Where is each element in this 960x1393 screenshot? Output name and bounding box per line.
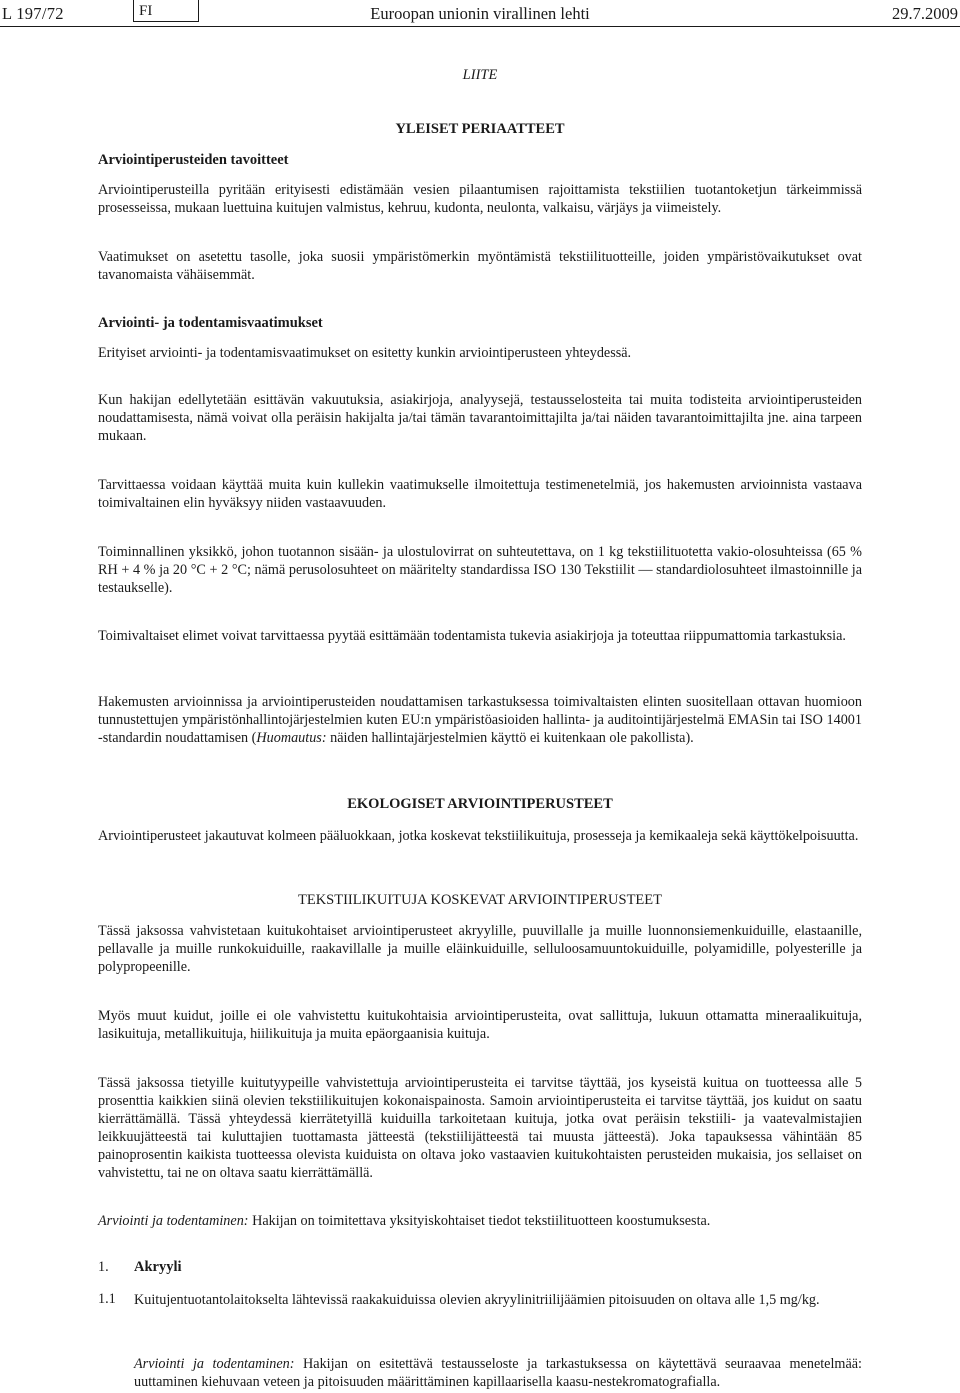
paragraph: Arviointiperusteilla pyritään erityisesti edistämään vesien pilaantumisen rajoittamista tekstiilien tuotantoketjun tärkeimmissä prosesseissa, mukaan luettuina kuitujen valmistus, kehruu, kudonta, neulonta, valkaisu, värjäys ja viimeistely.	[98, 182, 862, 216]
paragraph: Vaatimukset on asetettu tasolle, joka suosii ympäristömerkin myöntämistä tekstiilituotteille, joiden ympäristövaikutukset ovat tavanomaista vähäisemmät.	[98, 249, 862, 283]
publication-date: 29.7.2009	[892, 4, 958, 23]
paragraph: Tarvittaessa voidaan käyttää muita kuin kullekin vaatimukselle ilmoitettuja testimenetelmiä, jos hakemusten arvioinnista vastaava toimivaltainen elin hyväksyy niiden vastaavuuden.	[98, 477, 862, 511]
header-rule	[0, 26, 960, 27]
item-number: 1.1	[98, 1291, 116, 1307]
journal-title: Euroopan unionin virallinen lehti	[370, 4, 590, 23]
paragraph: Tässä jaksossa tietyille kuitutyypeille vahvistettuja arviointiperusteita ei tarvitse täyttää, jos kyseistä kuitua on tuotteessa alle 5 prosenttia kaikkien siinä olevien tekstiilikuitujen kokonaispainosta. Samoin arviointiperusteita ei tarvitse täyttää, jos kuidut on saatu kierrättämällä. Tässä yhteydessä kierrätetyillä kuiduilla tarkoitetaan kuituja, jotka ovat peräisin tekstiili- ja vaatevalmistajien leikkuujätteestä tai kuluttajien tuottamasta jätteestä (tekstiilijätteestä tai muusta jätteestä). Joka tapauksessa vähintään 85 painoprosentin kaikista tuotteessa olevista kuiduista on oltava joko vastaavien kuitukohtaisten perusteiden mukaisia, jos sellaiset on vahvistettu, tai ne on oltava saatu kierrättämällä.	[98, 1075, 862, 1181]
paragraph	[98, 693, 862, 747]
assessment-label: Arviointi ja todentaminen:	[98, 1213, 249, 1229]
paragraph: Arviointiperusteet jakautuvat kolmeen pääluokkaan, jotka koskevat tekstiilikuituja, prosesseja ja kemikaaleja sekä käyttökelpoisuutta.	[98, 828, 859, 844]
annex-label: LIITE	[462, 67, 498, 83]
paragraph-text: Hakemusten arvioinnissa ja arviointiperusteiden noudattamisen tarkastuksessa toimivaltaisten elinten suositellaan ottavan huomioon tunnustettujen ympäristönhallintojärjestelmien kuten EU:n ympäristöasioiden hallinta- ja auditointijärjestelmä EMASin tai ISO 14001 -standardin noudattamisen (	[98, 694, 862, 746]
page-header	[0, 0, 960, 28]
paragraph-text: Hakijan on esitettävä testausseloste ja tarkastuksessa on käytettävä seuraavaa menetelmää: uuttaminen kiehuvaan veteen ja pitoisuuden määrittäminen kapillaarisella kaasu-nestekromatografialla.	[134, 1356, 862, 1390]
section-number: 1.	[98, 1259, 109, 1275]
section-heading-assessment: Arviointi- ja todentamisvaatimukset	[98, 315, 323, 331]
section-heading-acrylic: Akryyli	[134, 1259, 182, 1275]
paragraph: Toiminnallinen yksikkö, johon tuotannon sisään- ja ulostulovirrat on suhteutettava, on 1 kg tekstiilituotetta vakio-olosuhteissa (65 % RH + 4 % ja 20 °C + 2 °C; nämä perusolosuhteet on määritelty standardissa ISO 130 Tekstiilit — standardiolosuhteet ilmastoinnille ja testaukselle).	[98, 544, 862, 596]
language-tag: FI	[133, 0, 199, 22]
journal-reference: L 197/72	[2, 4, 64, 23]
note-label: Huomautus:	[256, 730, 327, 746]
paragraph: Erityiset arviointi- ja todentamisvaatimukset on esitetty kunkin arviointiperusteen yhteydessä.	[98, 345, 632, 361]
assessment-label: Arviointi ja todentaminen:	[134, 1356, 295, 1372]
main-title: YLEISET PERIAATTEET	[395, 121, 565, 137]
item-text: Kuitujentuotantolaitokselta lähtevissä raakakuiduissa olevien akryylinitriilijäämien pitoisuuden on oltava alle 1,5 mg/kg.	[134, 1292, 820, 1308]
paragraph: Tässä jaksossa vahvistetaan kuitukohtaiset arviointiperusteet akryylille, puuvillalle ja muille luonnonsiemenkuiduille, elastaanille, pellavalle ja muille runkokuiduille, raakavillalle ja muille eläinkuiduille, selluloosamuuntokuiduille, polyamidille, polyesterille ja polypropeenille.	[98, 923, 862, 975]
paragraph	[98, 1212, 862, 1230]
section-heading-fibres: TEKSTIILIKUITUJA KOSKEVAT ARVIOINTIPERUSTEET	[297, 892, 662, 908]
paragraph: Toimivaltaiset elimet voivat tarvittaessa pyytää esittämään todentamista tukevia asiakirjoja ja toteuttaa riippumattomia tarkastuksia.	[98, 628, 846, 644]
paragraph	[134, 1355, 862, 1391]
paragraph: Myös muut kuidut, joille ei ole vahvistettu kuitukohtaisia arviointiperusteita, ovat sallittuja, lukuun ottamatta mineraalikuituja, lasikuituja, metallikuituja, hiilikuituja ja muita epäorgaanisia kuituja.	[98, 1008, 862, 1042]
section-heading-ecological: EKOLOGISET ARVIOINTIPERUSTEET	[347, 796, 613, 812]
section-heading-objectives: Arviointiperusteiden tavoitteet	[98, 152, 289, 168]
paragraph-text: näiden hallintajärjestelmien käyttö ei kuitenkaan ole pakollista).	[326, 730, 694, 746]
paragraph-text: Hakijan on toimitettava yksityiskohtaiset tiedot tekstiilituotteen koostumuksesta.	[248, 1213, 711, 1229]
paragraph: Kun hakijan edellytetään esittävän vakuutuksia, asiakirjoja, analyysejä, testausselosteita tai muita todisteita arviointiperusteiden noudattamisesta, nämä voivat olla peräisin hakijalta ja/tai tämän tavarantoimittajilta ja/tai näiden tavarantoimittajilta jne. aina tarpeen mukaan.	[98, 392, 862, 444]
